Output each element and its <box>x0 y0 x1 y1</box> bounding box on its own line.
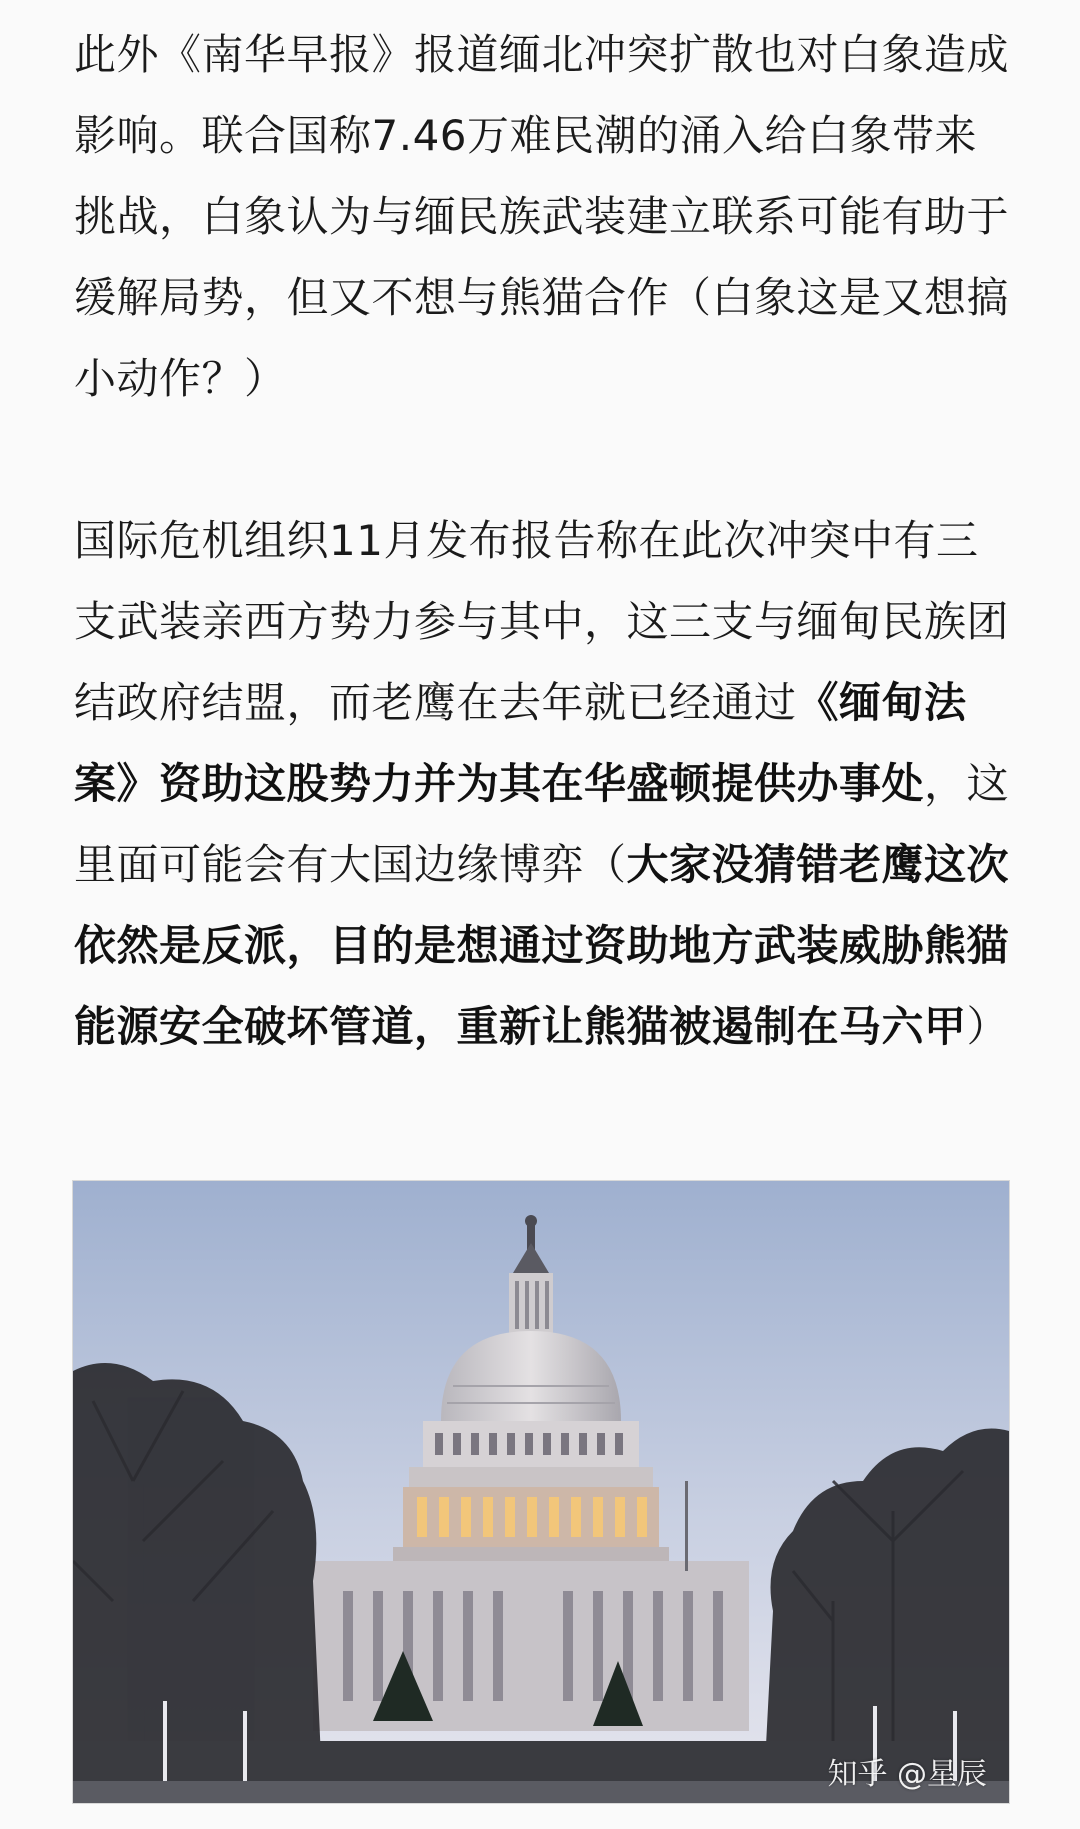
watermark-text: 知乎 @星辰 <box>827 1757 987 1792</box>
paragraph-1 <box>74 14 1014 419</box>
photo-illustration <box>73 1181 1009 1803</box>
capitol-photo[interactable] <box>72 1180 1010 1804</box>
bold-text-run: 大家没猜错老鹰这次依然是反派，目的是想通过资助地方武装威胁熊猫能源安全破坏管道，重新让熊猫被遏制在马六甲 <box>74 840 1010 1051</box>
bold-text-run: 《缅甸法案》资助这股势力并为其在华盛顿提供办事处 <box>74 678 967 808</box>
paragraph-2 <box>74 500 1014 1067</box>
text-run: ） <box>966 1002 1010 1051</box>
text-run: ，这里面可能会有大国边缘博弈（ <box>74 759 1010 889</box>
text-run: 国际危机组织11月发布报告称在此次冲突中有三支武装亲西方势力参与其中，这三支与缅甸民族团结政府结盟，而老鹰在去年就已经通过 <box>74 516 1010 727</box>
text-run: 此外《南华早报》报道缅北冲突扩散也对白象造成影响。联合国称7.46万难民潮的涌入给白象带来挑战，白象认为与缅民族武装建立联系可能有助于缓解局势，但又不想与熊猫合作（白象这是又想搞小动作？） <box>74 30 1010 403</box>
article-body <box>74 14 1014 1067</box>
